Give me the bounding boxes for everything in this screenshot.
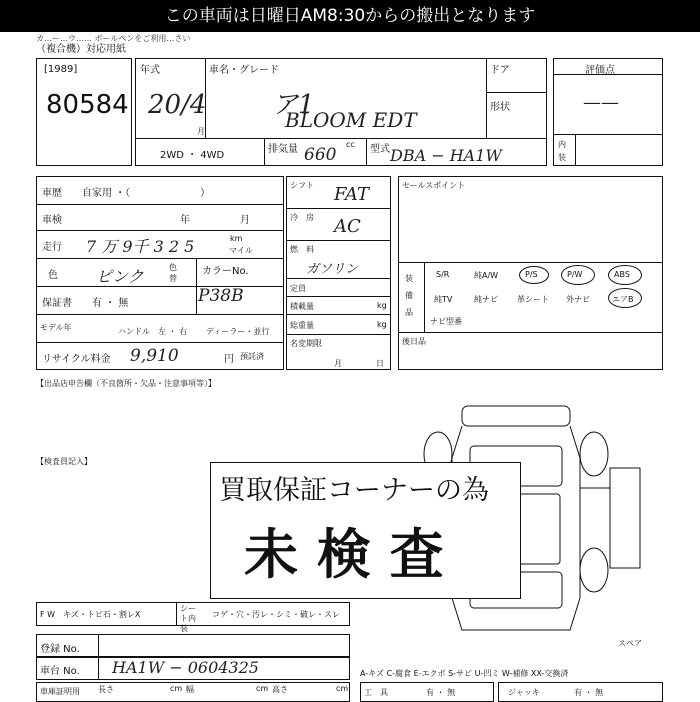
lot-bracket: [1989] <box>44 64 78 75</box>
color-no-label: カラーNo. <box>202 266 249 277</box>
type-value: DBA − HA1W <box>390 146 502 165</box>
name-change-month: 月 <box>334 359 342 368</box>
ac-label: 冷 房 <box>290 213 314 222</box>
inspection-month-mark: 月 <box>240 215 250 226</box>
equip-ext-nav: 外ナビ <box>566 295 590 304</box>
cc-value: 660 <box>304 145 337 165</box>
fuel-label: 燃 料 <box>290 245 314 254</box>
stamp-line-1: 買取保証コーナーの為 <box>219 475 489 506</box>
registration-row <box>36 634 350 658</box>
equip-nav: 純ナビ <box>474 295 498 304</box>
chassis-label: 車台 No. <box>40 666 80 677</box>
after-items-label: 後日品 <box>402 337 426 346</box>
warranty-label: 保証書 有 ・ 無 <box>42 298 129 309</box>
interior-label: 内装 <box>558 140 566 162</box>
shift-value: FAT <box>334 184 369 205</box>
equip-leather: 革シート <box>517 295 549 304</box>
yen-label: 円 <box>224 354 234 365</box>
cert-length-unit: cm <box>170 684 183 693</box>
grade-value: BLOOM EDT <box>285 108 417 132</box>
mile-unit: マイル <box>229 246 253 255</box>
kg-unit-1: kg <box>377 301 387 310</box>
load-label: 積載量 <box>290 302 314 311</box>
equip-airbag: エアB <box>612 295 634 304</box>
exhibitor-notes-label: 【出品店申告欄（不良箇所・欠品・注意事項等）】 <box>36 379 216 388</box>
cert-width-unit: cm <box>256 684 269 693</box>
door-label: ドア <box>490 65 510 76</box>
equip-aw: 純A/W <box>474 271 499 280</box>
inspection-year-mark: 年 <box>180 215 190 226</box>
tools-yes-no: 有 ・ 無 <box>426 688 456 697</box>
deposit-label: 預託済 <box>240 352 264 361</box>
inspection-label: 車検 <box>42 215 62 226</box>
cert-height-label: 高さ <box>272 685 288 694</box>
cert-length-label: 長さ <box>98 685 114 694</box>
tools-label: 工 具 <box>364 688 388 697</box>
inspector-notes-label: 【検査員記入】 <box>36 457 92 466</box>
sales-point-label: セールスポイント <box>402 181 466 190</box>
form-label: （複合機）対応用紙 <box>36 44 126 55</box>
cc-label: 排気量 <box>268 144 298 155</box>
dealer-label: ディーラー・並行 <box>206 327 270 336</box>
damage-legend: A-キズ C-腐食 E-エクボ S-サビ U-凹ミ W-補修 XX-交換済 <box>360 669 569 678</box>
equip-ps: P/S <box>525 270 538 279</box>
equipment-label: 装備品 <box>405 274 413 317</box>
top-partial-text: カ…ー…ウ…… ボールペンをご利用…さい <box>36 34 191 43</box>
jack-label: ジャッキ <box>508 688 540 697</box>
grade-score-value: —— <box>583 92 619 113</box>
cc-unit: cc <box>346 140 355 149</box>
grade-score-label: 評価点 <box>585 65 615 76</box>
kg-unit-2: kg <box>377 320 387 329</box>
seat-label: シート内装 <box>180 604 196 633</box>
equip-tv: 純TV <box>434 295 453 304</box>
stamp-line-2: 未 検 査 <box>244 523 444 586</box>
seat-items-label: コゲ・穴・汚レ・シミ・破レ・スレ <box>212 610 340 619</box>
nav-model-label: ナビ型番 <box>430 317 462 326</box>
cert-height-unit: cm <box>336 684 349 693</box>
garage-cert-label: 車庫証明用 <box>40 687 80 696</box>
name-label: 車名・グレード <box>209 65 279 76</box>
year-value: 20/4 <box>148 90 207 120</box>
drive-label: 2WD ・ 4WD <box>160 150 225 161</box>
model-year-label: モデル年 <box>40 323 72 332</box>
mileage-label: 走行 <box>42 242 62 253</box>
equip-abs: ABS <box>614 270 630 279</box>
gross-label: 総重量 <box>290 321 314 330</box>
shift-label: シフト <box>290 181 314 190</box>
color-no-value: P38B <box>198 286 244 306</box>
ac-value: AC <box>334 216 361 237</box>
recycle-value: 9,910 <box>130 346 179 366</box>
registration-label: 登録 No. <box>40 644 80 655</box>
model-label: 型式 <box>370 144 390 155</box>
shape-label: 形状 <box>490 102 510 113</box>
notice-banner: この車両は日曜日AM8:30からの搬出となります <box>0 0 700 32</box>
km-unit: km <box>230 234 243 243</box>
jack-yes-no: 有 ・ 無 <box>574 688 604 697</box>
fw-label: F W キズ・トビ石・割レX <box>40 610 141 619</box>
name-change-day: 日 <box>376 359 384 368</box>
model-name-value: ア1 <box>272 90 315 120</box>
year-month-mark: 月 <box>197 127 205 136</box>
capacity-label: 定員 <box>290 284 306 293</box>
fuel-value: ガソリン <box>306 262 359 277</box>
name-change-label: 名変期限 <box>290 339 322 348</box>
year-label: 年式 <box>140 65 160 76</box>
color-change-label: 色替 <box>169 263 177 283</box>
chassis-value: HA1W − 0604325 <box>112 658 259 677</box>
mileage-value: 7 万 9千 3 2 5 <box>86 237 195 256</box>
color-label: 色 <box>48 270 58 281</box>
spare-label: スペア <box>618 639 642 648</box>
color-value: ピンク <box>96 267 144 286</box>
equip-sr: S/R <box>436 270 450 279</box>
equip-pw: P/W <box>567 270 583 279</box>
lot-number: 80584 <box>46 90 129 120</box>
cert-width-label: 幅 <box>186 685 194 694</box>
history-label: 車歴 自家用 ・（ ） <box>42 188 211 199</box>
recycle-label: リサイクル料金 <box>42 354 111 365</box>
handle-label: ハンドル 左 ・ 右 <box>118 327 188 336</box>
